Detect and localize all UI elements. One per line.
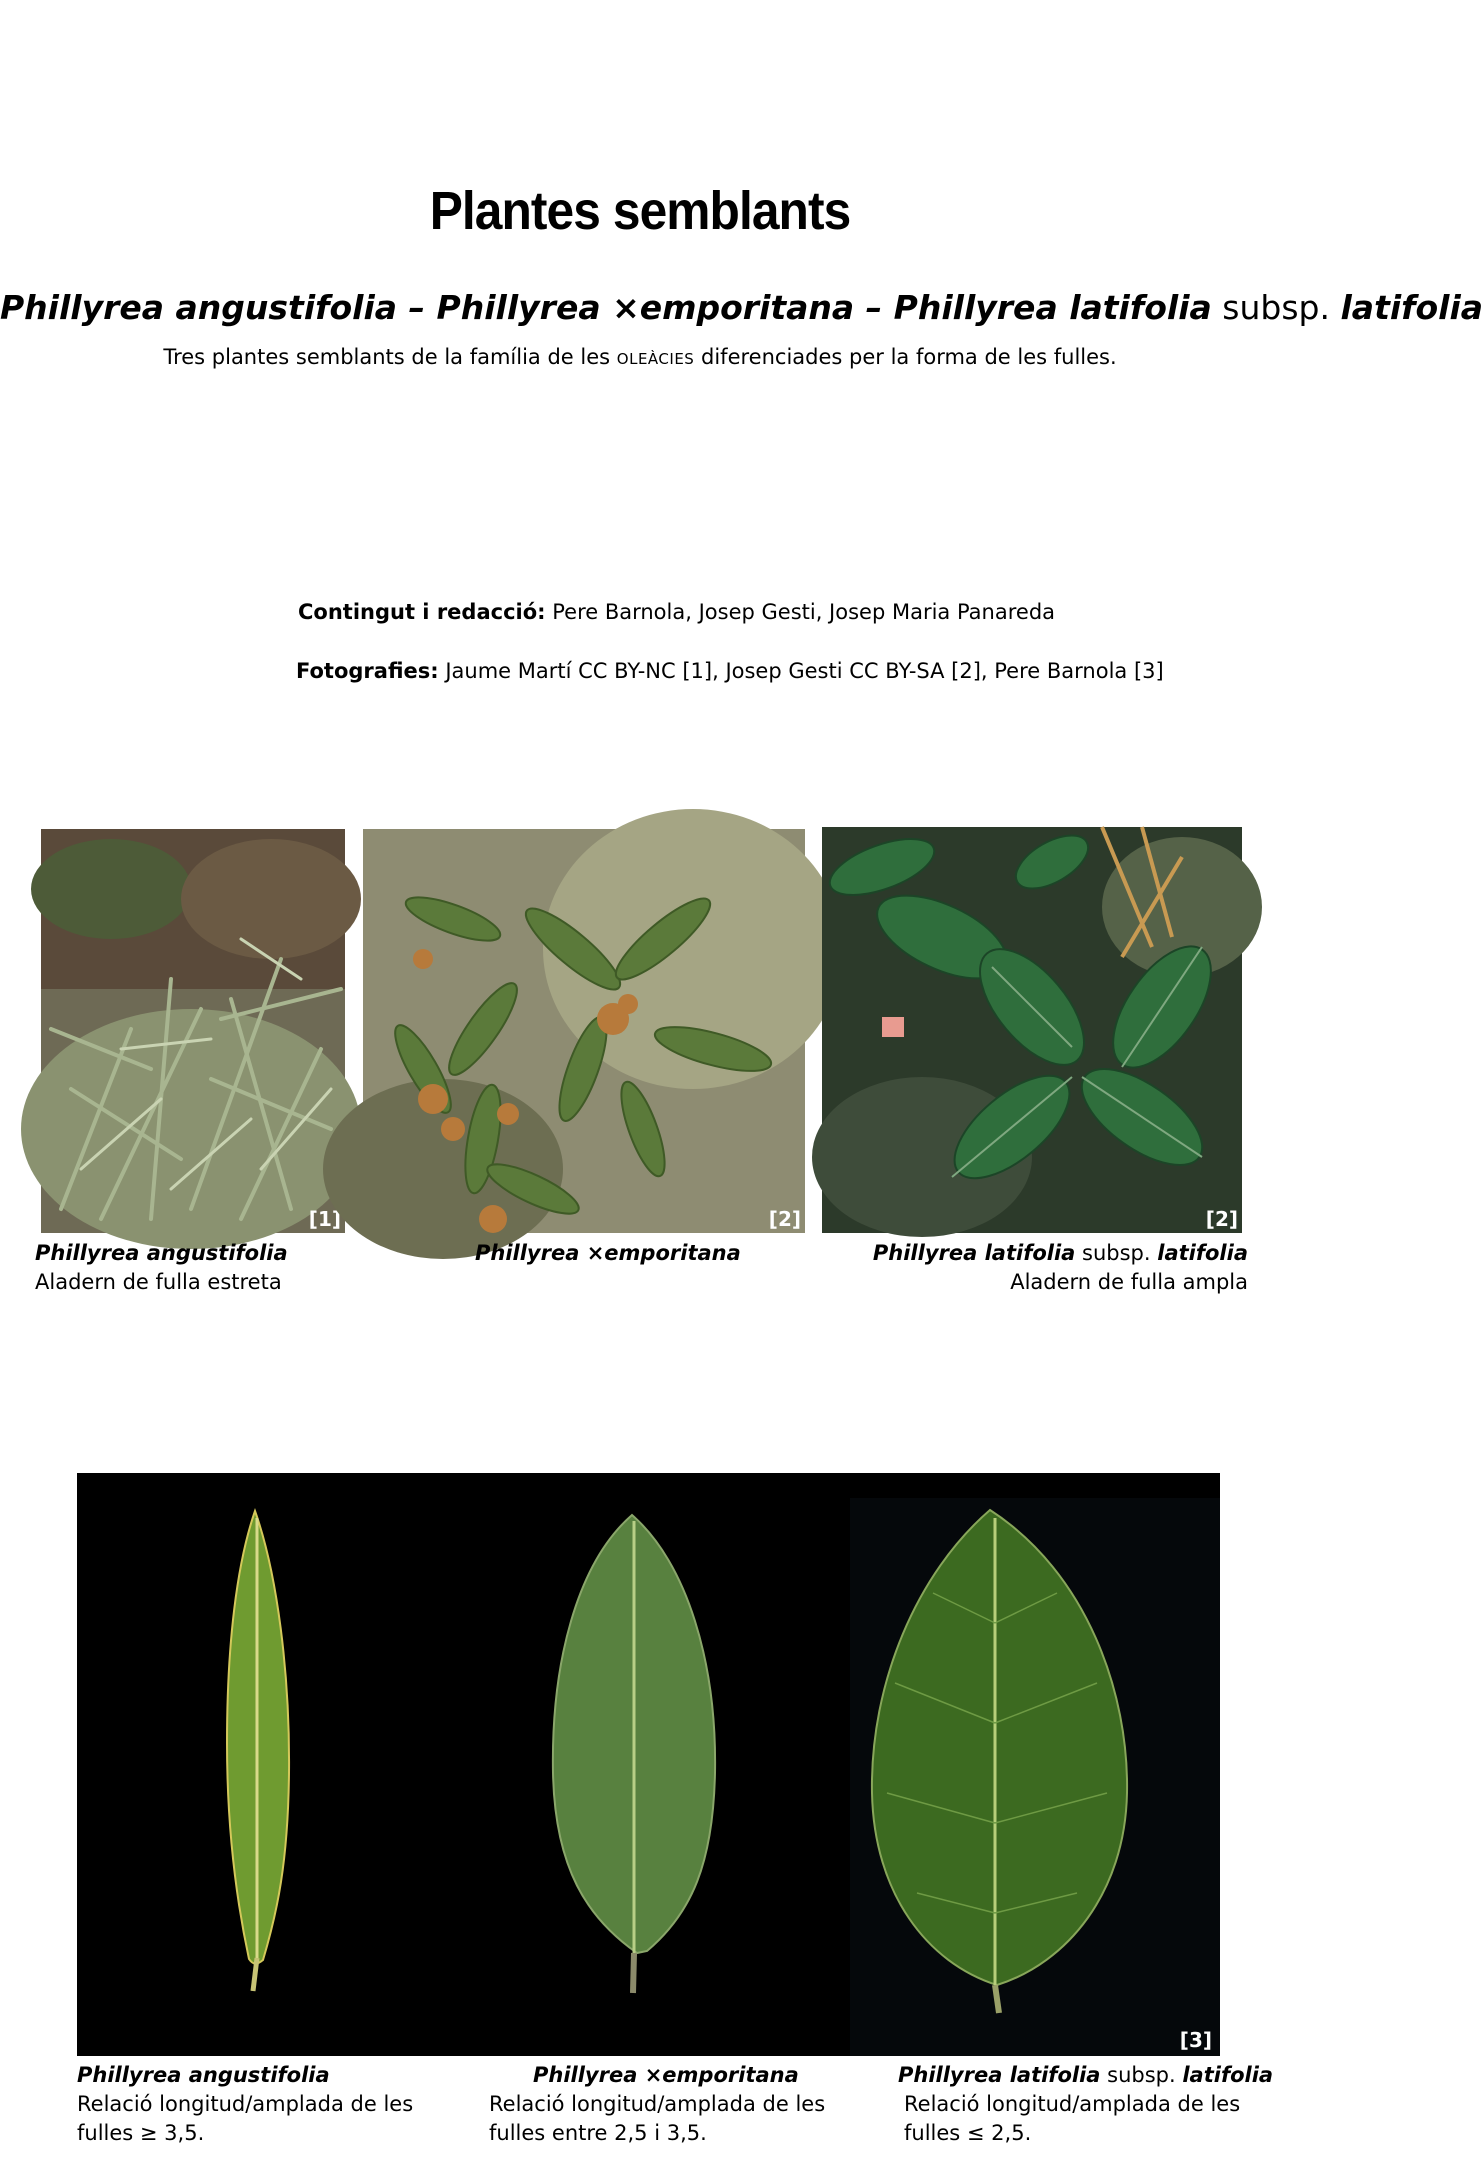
leaves-panel — [77, 1473, 1220, 2056]
caption-species: Phillyrea ×emporitana — [475, 1241, 741, 1265]
leaf-caption-variety: latifolia — [1182, 2063, 1274, 2087]
credit-photos — [296, 659, 1164, 683]
photo-credit-tag: [3] — [1179, 2028, 1212, 2052]
photo-emporitana — [363, 829, 805, 1233]
caption-common-name: Aladern de fulla ampla — [1010, 1270, 1248, 1294]
leaf-caption-ratio: Relació longitud/amplada de les — [489, 2092, 826, 2116]
leaf-caption-emporitana — [489, 2061, 825, 2148]
caption-species: Phillyrea angustifolia — [35, 1241, 288, 1265]
caption-common-name: Aladern de fulla estreta — [35, 1270, 282, 1294]
page-title: Plantes semblants — [429, 181, 851, 241]
photo-credit-tag: [2] — [1205, 1207, 1238, 1231]
leaf-caption-species: Phillyrea ×emporitana — [533, 2063, 799, 2087]
leaf-caption-ratio: Relació longitud/amplada de les — [904, 2092, 1241, 2116]
leaf-caption-ratio-value: fulles entre 2,5 i 3,5. — [489, 2121, 707, 2145]
credit-photos-label: Fotografies: — [296, 659, 439, 683]
leaf-caption-ratio-value: fulles ≥ 3,5. — [77, 2121, 205, 2145]
leaf-caption-subsp: subsp. — [1107, 2063, 1176, 2087]
leaf-caption-ratio: Relació longitud/amplada de les — [77, 2092, 414, 2116]
caption-variety: latifolia — [1157, 1241, 1248, 1265]
tagline — [0, 345, 1280, 369]
page-subtitle — [0, 288, 1483, 327]
tagline-before: Tres plantes semblants de la família de les — [163, 345, 611, 369]
photo-angustifolia — [41, 829, 345, 1233]
leaf-caption-species: Phillyrea latifolia — [898, 2063, 1101, 2087]
photo-latifolia — [822, 827, 1242, 1233]
caption-latifolia — [873, 1239, 1248, 1297]
caption-species: Phillyrea latifolia — [872, 1241, 1076, 1265]
credit-content-label: Contingut i redacció: — [298, 600, 546, 624]
credit-content-value: Pere Barnola, Josep Gesti, Josep Maria Panareda — [552, 600, 1056, 624]
photo-credit-tag: [2] — [768, 1207, 801, 1231]
leaf-caption-angustifolia — [77, 2061, 413, 2148]
leaf-caption-latifolia — [898, 2061, 1273, 2148]
caption-emporitana — [475, 1239, 741, 1268]
leaf-caption-species: Phillyrea angustifolia — [77, 2063, 330, 2087]
leaf-caption-ratio-value: fulles ≤ 2,5. — [904, 2121, 1032, 2145]
subtitle-variety: latifolia — [1340, 288, 1483, 327]
caption-subsp: subsp. — [1082, 1241, 1151, 1265]
tagline-family: OLEÀCIES — [616, 350, 695, 368]
caption-angustifolia — [35, 1239, 288, 1297]
photo-credit-tag: [1] — [308, 1207, 341, 1231]
credit-content — [298, 600, 1055, 624]
subtitle-subsp: subsp. — [1222, 288, 1330, 327]
tagline-after: diferenciades per la forma de les fulles. — [701, 345, 1117, 369]
subtitle-species: Phillyrea angustifolia – Phillyrea ×emporitana – Phillyrea latifolia — [0, 288, 1212, 327]
credit-photos-value: Jaume Martí CC BY-NC [1], Josep Gesti CC BY-SA [2], Pere Barnola [3] — [445, 659, 1164, 683]
